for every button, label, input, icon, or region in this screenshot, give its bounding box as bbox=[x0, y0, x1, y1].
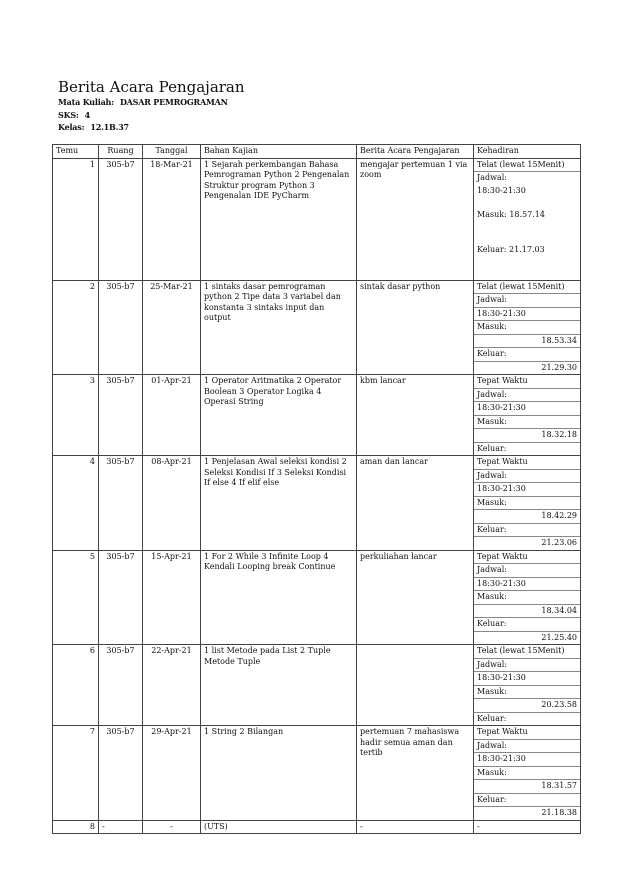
temu-cell: 7 bbox=[53, 726, 99, 821]
masuk-label: Masuk: bbox=[477, 210, 507, 219]
status-text: Tepat Waktu bbox=[474, 726, 580, 740]
jadwal-label: Jadwal: bbox=[474, 470, 580, 484]
kehadiran-cell bbox=[474, 280, 581, 375]
keluar-label: Keluar: bbox=[477, 244, 507, 254]
sks-label: SKS: bbox=[58, 110, 79, 120]
mata-kuliah-label: Mata Kuliah: bbox=[58, 97, 114, 107]
ruang-cell: 305-b7 bbox=[99, 158, 143, 280]
status-text: Tepat Waktu bbox=[474, 456, 580, 470]
document-title: Berita Acara Pengajaran bbox=[58, 78, 245, 96]
keluar-value: 21.18.38 bbox=[541, 808, 577, 817]
table-row bbox=[53, 280, 581, 375]
kelas-value: 12.1B.37 bbox=[90, 122, 129, 132]
jadwal-label: Jadwal: bbox=[474, 564, 580, 578]
masuk-label: Masuk: bbox=[474, 321, 580, 335]
status-text: Telat (lewat 15Menit) bbox=[474, 645, 580, 659]
bahan-kajian-cell: 1 Operator Aritmatika 2 Operator Boolean 3 Operator Logika 4 Operasi String bbox=[201, 375, 357, 456]
keluar-label: Keluar: bbox=[474, 348, 580, 362]
keluar-label: Keluar: bbox=[474, 618, 580, 632]
status-text: Telat (lewat 15Menit) bbox=[474, 159, 580, 173]
masuk-label: Masuk: bbox=[474, 416, 580, 430]
tanggal-cell: 25-Mar-21 bbox=[143, 280, 201, 375]
masuk-value: 20.23.58 bbox=[474, 699, 580, 713]
keluar-label: Keluar: bbox=[477, 713, 507, 723]
kelas-line bbox=[58, 122, 129, 132]
berita-acara-cell: mengajar pertemuan 1 via zoom bbox=[357, 158, 474, 280]
keluar-label: Keluar: bbox=[474, 794, 580, 808]
jadwal-value: 18:30-21:30 bbox=[474, 308, 580, 322]
ruang-cell: 305-b7 bbox=[99, 375, 143, 456]
keluar-value: 21.17.03 bbox=[509, 244, 545, 254]
jadwal-value: 18:30-21:30 bbox=[474, 483, 580, 497]
keluar-value: 21.23.06 bbox=[541, 538, 577, 547]
tanggal-cell: 22-Apr-21 bbox=[143, 645, 201, 726]
jadwal-value: 18:30-21:30 bbox=[474, 402, 580, 416]
keluar-line bbox=[474, 244, 580, 257]
sks-value: 4 bbox=[84, 110, 91, 120]
attendance-table bbox=[52, 144, 581, 834]
table-header-row bbox=[53, 145, 581, 159]
kelas-label: Kelas: bbox=[58, 122, 85, 132]
temu-cell: 4 bbox=[53, 456, 99, 551]
table-row bbox=[53, 456, 581, 551]
berita-acara-cell: sintak dasar python bbox=[357, 280, 474, 375]
masuk-label: Masuk: bbox=[474, 686, 580, 700]
bahan-kajian-cell: (UTS) bbox=[201, 820, 357, 834]
bahan-kajian-cell: 1 sintaks dasar pemrograman python 2 Tipe data 3 variabel dan konstanta 3 sintaks input dan output bbox=[201, 280, 357, 375]
keluar-value: 21.29.30 bbox=[541, 362, 577, 372]
temu-cell: 3 bbox=[53, 375, 99, 456]
tanggal-cell: 18-Mar-21 bbox=[143, 158, 201, 280]
kehadiran-cell bbox=[474, 456, 581, 551]
table-row bbox=[53, 726, 581, 821]
header-berita-acara: Berita Acara Pengajaran bbox=[357, 145, 474, 159]
berita-acara-cell: pertemuan 7 mahasiswa hadir semua aman dan tertib bbox=[357, 726, 474, 821]
bahan-kajian-cell: 1 For 2 While 3 Infinite Loop 4 Kendali Looping break Continue bbox=[201, 550, 357, 645]
jadwal-label: Jadwal: bbox=[474, 740, 580, 754]
ruang-cell: 305-b7 bbox=[99, 280, 143, 375]
tanggal-cell: - bbox=[143, 820, 201, 834]
table-row bbox=[53, 158, 581, 280]
ruang-cell: 305-b7 bbox=[99, 645, 143, 726]
bahan-kajian-cell: 1 Penjelasan Awal seleksi kondisi 2 Seleksi Kondisi If 3 Seleksi Kondisi If else 4 If elif else bbox=[201, 456, 357, 551]
jadwal-label: Jadwal: bbox=[474, 389, 580, 403]
kehadiran-cell bbox=[474, 645, 581, 726]
kehadiran-cell bbox=[474, 158, 581, 280]
masuk-label: Masuk: bbox=[474, 767, 580, 781]
berita-acara-cell bbox=[357, 645, 474, 726]
keluar-value: 21.25.40 bbox=[541, 632, 577, 642]
keluar-label: Keluar: bbox=[474, 524, 580, 538]
jadwal-label: Jadwal: bbox=[474, 659, 580, 673]
jadwal-label: Jadwal: bbox=[474, 294, 580, 308]
temu-cell: 5 bbox=[53, 550, 99, 645]
status-text: Telat (lewat 15Menit) bbox=[474, 281, 580, 295]
jadwal-value: 18:30-21:30 bbox=[474, 753, 580, 767]
status-text: Tepat Waktu bbox=[474, 551, 580, 565]
masuk-value: 18.42.29 bbox=[474, 510, 580, 524]
bahan-kajian-cell: 1 list Metode pada List 2 Tuple Metode Tuple bbox=[201, 645, 357, 726]
jadwal-label: Jadwal: bbox=[477, 173, 507, 182]
masuk-label: Masuk: bbox=[474, 591, 580, 605]
ruang-cell: - bbox=[99, 820, 143, 834]
masuk-value: 18.34.04 bbox=[474, 605, 580, 619]
tanggal-cell: 08-Apr-21 bbox=[143, 456, 201, 551]
berita-acara-cell: - bbox=[357, 820, 474, 834]
header-tanggal: Tanggal bbox=[143, 145, 201, 159]
jadwal-value: 18:30-21:30 bbox=[474, 578, 580, 592]
ruang-cell: 305-b7 bbox=[99, 726, 143, 821]
header-bahan-kajian: Bahan Kajian bbox=[201, 145, 357, 159]
mata-kuliah-line bbox=[58, 97, 228, 107]
header-kehadiran: Kehadiran bbox=[474, 145, 581, 159]
kehadiran-cell bbox=[474, 726, 581, 821]
header-temu: Temu bbox=[53, 145, 99, 159]
berita-acara-cell: kbm lancar bbox=[357, 375, 474, 456]
temu-cell: 2 bbox=[53, 280, 99, 375]
temu-cell: 8 bbox=[53, 820, 99, 834]
berita-acara-cell: aman dan lancar bbox=[357, 456, 474, 551]
table-row bbox=[53, 645, 581, 726]
table-row bbox=[53, 820, 581, 834]
header-ruang: Ruang bbox=[99, 145, 143, 159]
berita-acara-cell: perkuliahan lancar bbox=[357, 550, 474, 645]
kehadiran-cell bbox=[474, 375, 581, 456]
kehadiran-cell: - bbox=[474, 820, 581, 834]
table-row bbox=[53, 550, 581, 645]
ruang-cell: 305-b7 bbox=[99, 550, 143, 645]
masuk-value: 18.57.14 bbox=[509, 210, 545, 219]
masuk-value: 18.53.34 bbox=[474, 335, 580, 349]
bahan-kajian-cell: 1 String 2 Bilangan bbox=[201, 726, 357, 821]
masuk-value: 18.31.57 bbox=[474, 780, 580, 794]
jadwal-value: 18:30-21:30 bbox=[474, 672, 580, 686]
bahan-kajian-cell: 1 Sejarah perkembangan Bahasa Pemrograman Python 2 Pengenalan Struktur program Python 3 Pengenalan IDE PyCharm bbox=[201, 158, 357, 280]
tanggal-cell: 29-Apr-21 bbox=[143, 726, 201, 821]
masuk-line bbox=[474, 209, 580, 222]
tanggal-cell: 15-Apr-21 bbox=[143, 550, 201, 645]
jadwal-value: 18:30-21:30 bbox=[477, 185, 526, 195]
masuk-value: 18.32.18 bbox=[474, 429, 580, 443]
keluar-label: Keluar: bbox=[477, 443, 507, 453]
masuk-label: Masuk: bbox=[474, 497, 580, 511]
sks-line bbox=[58, 110, 90, 120]
temu-cell: 1 bbox=[53, 158, 99, 280]
status-text: Tepat Waktu bbox=[474, 375, 580, 389]
mata-kuliah-value: DASAR PEMROGRAMAN bbox=[119, 97, 228, 107]
temu-cell: 6 bbox=[53, 645, 99, 726]
ruang-cell: 305-b7 bbox=[99, 456, 143, 551]
tanggal-cell: 01-Apr-21 bbox=[143, 375, 201, 456]
kehadiran-cell bbox=[474, 550, 581, 645]
table-row bbox=[53, 375, 581, 456]
